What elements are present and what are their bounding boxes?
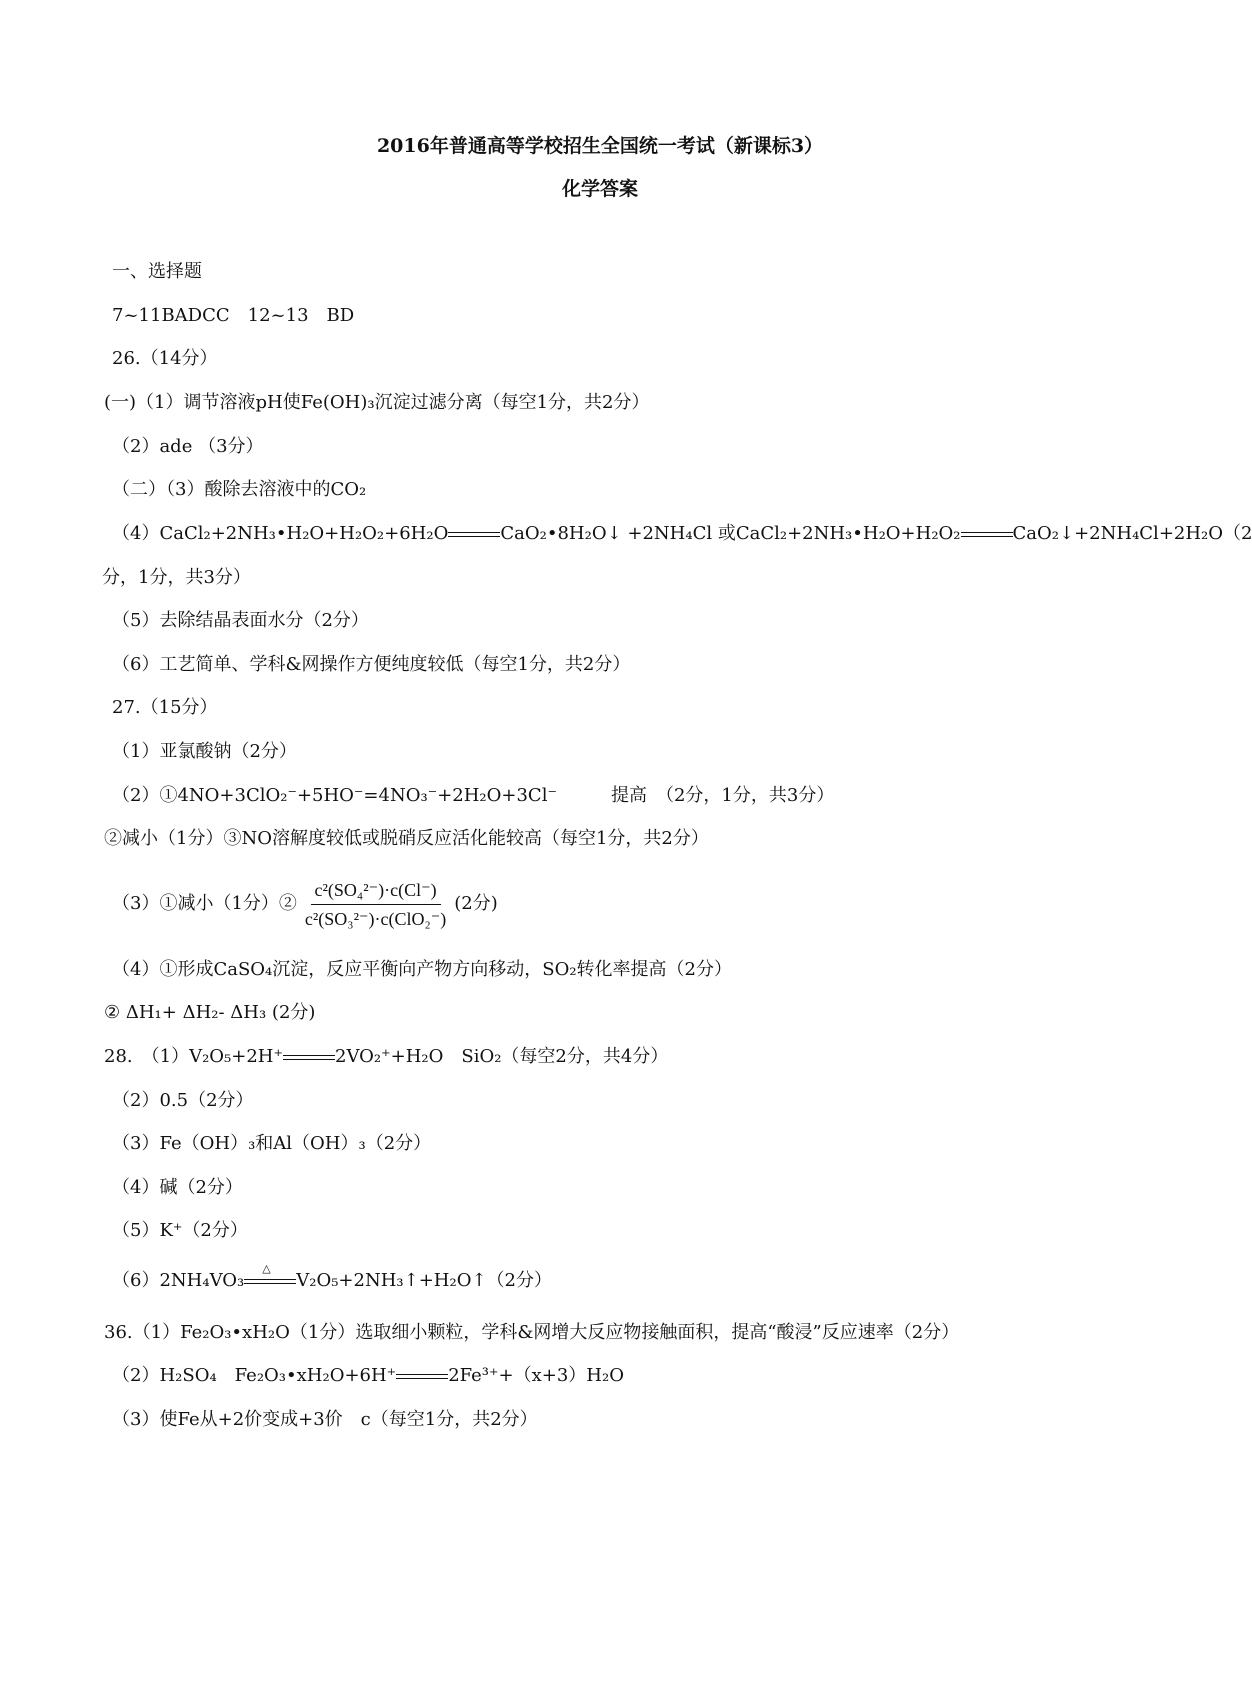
answer-line-equation xyxy=(112,523,1252,545)
equation-part: V₂O₅+2NH₃↑+H₂O↑（2分） xyxy=(296,1270,552,1291)
answer-line: （5）去除结晶表面水分（2分） xyxy=(112,610,369,631)
equals-sign xyxy=(448,523,500,545)
equation-part: CaO₂•8H₂O↓ +2NH₄Cl 或CaCl₂+2NH₃•H₂O+H₂O₂ xyxy=(500,523,961,544)
answer-line-equation xyxy=(112,1262,552,1292)
answer-line: ② ΔH₁+ ΔH₂- ΔH₃ (2分) xyxy=(104,1002,316,1023)
heat-delta-symbol: △ xyxy=(262,1262,271,1275)
fraction-prefix: （3）①减小（1分）② xyxy=(112,893,297,914)
equals-sign xyxy=(283,1046,335,1068)
answer-line: （3）使Fe从+2价变成+3价 c（每空1分，共2分） xyxy=(112,1409,538,1430)
document-title: 2016年普通高等学校招生全国统一考试（新课标3） xyxy=(376,135,824,157)
equals-sign xyxy=(961,523,1013,545)
fraction-numerator: c²(SO₄²⁻)·c(Cl⁻) xyxy=(311,878,441,905)
equation-part: 28. （1）V₂O₅+2H⁺ xyxy=(104,1046,283,1067)
answer-line-equation xyxy=(104,1046,668,1068)
equilibrium-constant-fraction xyxy=(301,878,450,931)
answer-line: （1）亚氯酸钠（2分） xyxy=(112,741,297,762)
answer-line: ②减小（1分）③NO溶解度较低或脱硝反应活化能较高（每空1分，共2分） xyxy=(104,828,709,849)
answer-line: （二）（3）酸除去溶液中的CO₂ xyxy=(112,479,367,500)
answer-line: 分，1分，共3分） xyxy=(102,567,251,588)
question-heading: 27.（15分） xyxy=(112,697,218,718)
answer-line: 7~11BADCC 12~13 BD xyxy=(112,305,355,326)
equation-part: 2Fe³⁺+（x+3）H₂O xyxy=(448,1365,624,1386)
heat-equals-sign xyxy=(244,1262,296,1292)
fraction-suffix: (2分) xyxy=(454,893,498,914)
equation-part: （2）H₂SO₄ Fe₂O₃•xH₂O+6H⁺ xyxy=(112,1365,397,1386)
equals-sign xyxy=(396,1365,448,1387)
answer-line: （6）工艺简单、学科&网操作方便纯度较低（每空1分，共2分） xyxy=(112,654,631,675)
answer-line: （2）0.5（2分） xyxy=(112,1090,254,1111)
equation-part: 2VO₂⁺+H₂O SiO₂（每空2分，共4分） xyxy=(335,1046,669,1067)
answer-line: （3）Fe（OH）₃和Al（OH）₃（2分） xyxy=(112,1133,432,1154)
equation-part: （4）CaCl₂+2NH₃•H₂O+H₂O₂+6H₂O xyxy=(112,523,449,544)
equation-part: （6）2NH₄VO₃ xyxy=(112,1270,245,1291)
answer-line: （2）ade （3分） xyxy=(112,436,264,457)
answer-line-fraction xyxy=(112,874,498,934)
answer-line: （4）①形成CaSO₄沉淀，反应平衡向产物方向移动，SO₂转化率提高（2分） xyxy=(112,959,733,980)
fraction-denominator: c²(SO₃²⁻)·c(ClO₂⁻) xyxy=(304,908,447,929)
answer-line: （5）K⁺（2分） xyxy=(112,1220,248,1241)
question-heading: 26.（14分） xyxy=(112,348,218,369)
section-heading: 一、选择题 xyxy=(112,261,202,282)
document-subtitle: 化学答案 xyxy=(561,178,638,200)
answer-line: 36.（1）Fe₂O₃•xH₂O（1分）选取细小颗粒，学科&网增大反应物接触面积，提高“酸浸”反应速率（2分） xyxy=(104,1322,960,1343)
answer-line: （2）①4NO+3ClO₂⁻+5HO⁻=4NO₃⁻+2H₂O+3Cl⁻ 提高 （2分，1分，共3分） xyxy=(112,785,835,806)
answer-line: (一)（1）调节溶液pH使Fe(OH)₃沉淀过滤分离（每空1分，共2分） xyxy=(104,392,650,413)
answer-line: （4）碱（2分） xyxy=(112,1177,243,1198)
answer-line-equation xyxy=(112,1365,624,1387)
equation-part: CaO₂↓+2NH₄Cl+2H₂O（2 xyxy=(1012,523,1252,544)
